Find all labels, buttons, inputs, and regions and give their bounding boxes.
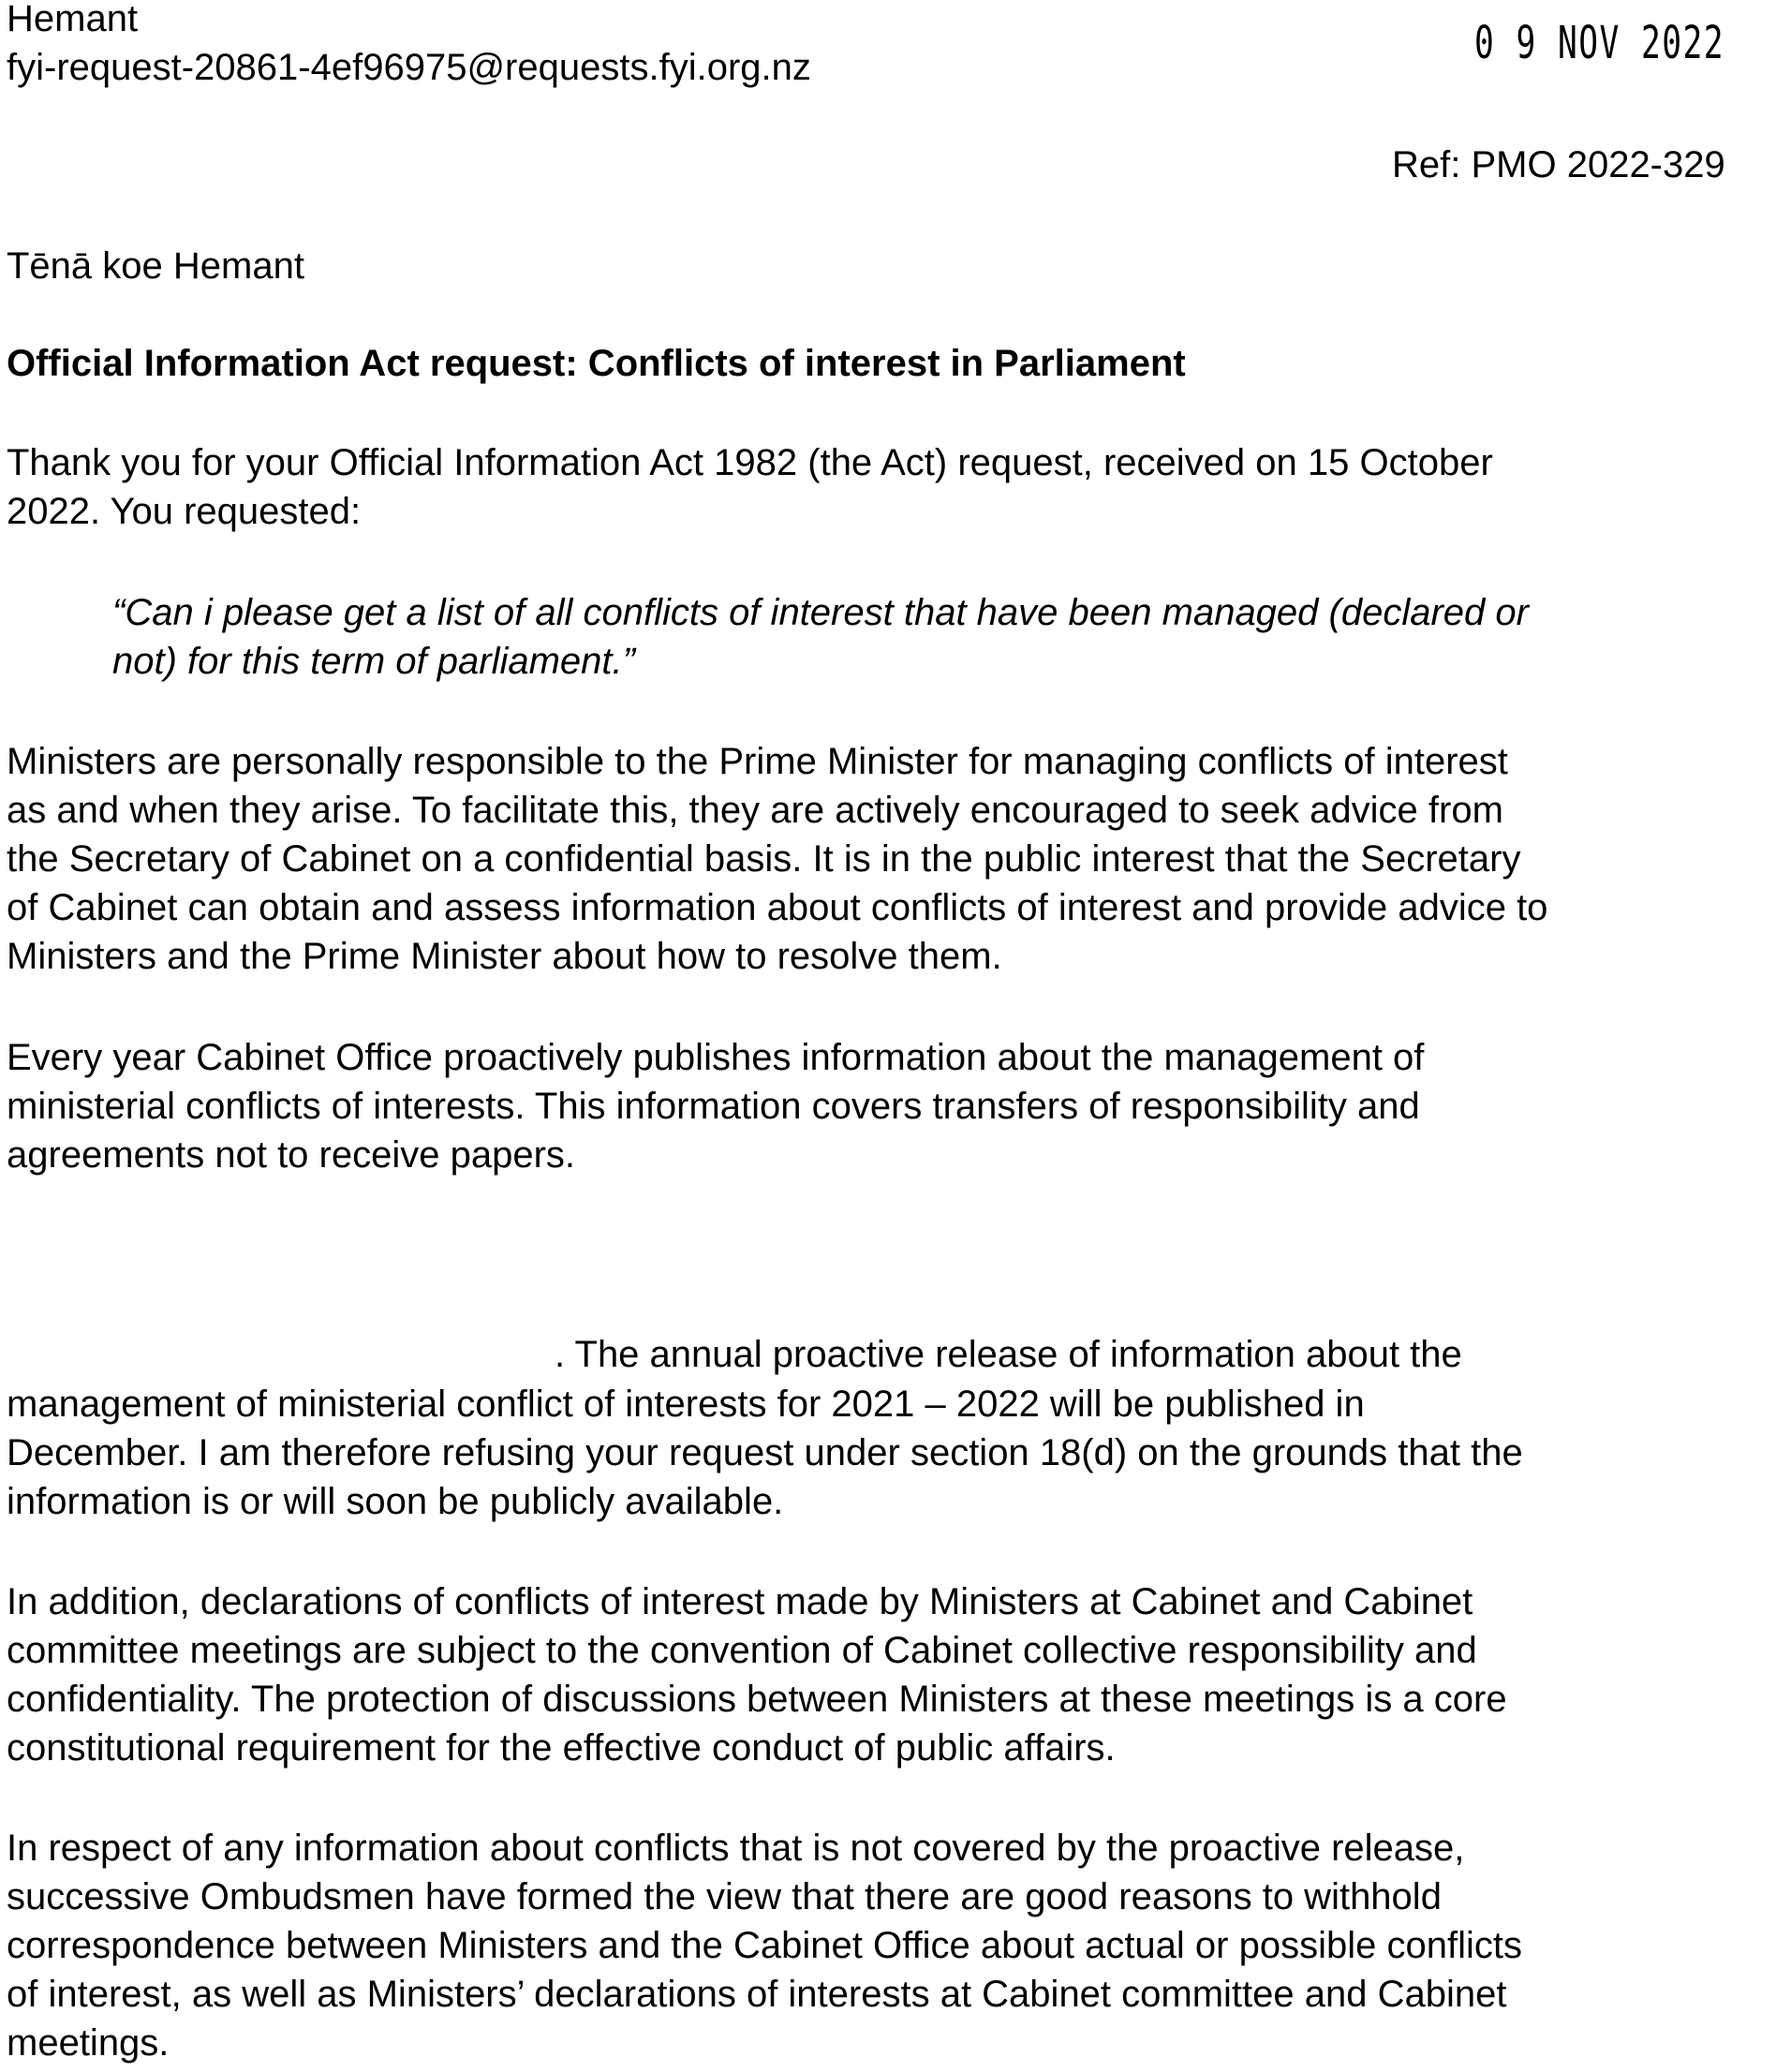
recipient-email: fyi-request-20861-4ef96975@requests.fyi.org.nz <box>7 47 811 88</box>
paragraph-line: management of ministerial conflict of interests for 2021 – 2022 will be published in <box>7 1384 1365 1425</box>
paragraph-line: ministerial conflicts of interests. This information covers transfers of responsibility and <box>7 1086 1420 1127</box>
recipient-name: Hemant <box>7 0 139 39</box>
paragraph-line: In addition, declarations of conflicts of interest made by Ministers at Cabinet and Cabinet <box>7 1581 1473 1622</box>
intro-line: Thank you for your Official Information Act 1982 (the Act) request, received on 15 October <box>7 442 1493 483</box>
paragraph-line: Every year Cabinet Office proactively publishes information about the management of <box>7 1037 1425 1078</box>
paragraph-line: correspondence between Ministers and the Cabinet Office about actual or possible conflicts <box>7 1925 1522 1966</box>
paragraph-line: of interest, as well as Ministers’ declarations of interests at Cabinet committee and Cabinet <box>7 1974 1507 2015</box>
paragraph-line: as and when they arise. To facilitate this, they are actively encouraged to seek advice from <box>7 790 1503 831</box>
responsibility-paragraph <box>7 737 1768 981</box>
quote-line: not) for this term of parliament.” <box>112 641 635 682</box>
paragraph-line: the Secretary of Cabinet on a confidential basis. It is in the public interest that the Secretary <box>7 838 1521 880</box>
intro-line: 2022. You requested: <box>7 491 362 532</box>
paragraph-line: information is or will soon be publicly available. <box>7 1481 784 1522</box>
greeting: Tēnā koe Hemant <box>7 245 304 287</box>
quoted-request <box>112 588 1742 686</box>
paragraph-line: Ministers are personally responsible to the Prime Minister for managing conflicts of interest <box>7 741 1508 782</box>
date-stamp: 0 9 NOV 2022 <box>1474 17 1724 69</box>
publication-paragraph <box>7 1033 1768 1179</box>
intro-paragraph <box>7 438 1768 536</box>
refusal-paragraph <box>7 1380 1768 1526</box>
ombudsmen-paragraph <box>7 1824 1768 2067</box>
paragraph-line: committee meetings are subject to the convention of Cabinet collective responsibility and <box>7 1630 1477 1671</box>
paragraph-line: of Cabinet can obtain and assess information about conflicts of interest and provide advice to <box>7 887 1548 928</box>
paragraph-line: December. I am therefore refusing your request under section 18(d) on the grounds that the <box>7 1432 1523 1473</box>
confidentiality-paragraph <box>7 1577 1768 1772</box>
paragraph-line: constitutional requirement for the effective conduct of public affairs. <box>7 1727 1116 1769</box>
subject-heading: Official Information Act request: Conflicts of interest in Parliament <box>7 343 1186 384</box>
quote-line: “Can i please get a list of all conflicts of interest that have been managed (declared or <box>112 592 1529 633</box>
paragraph-line: agreements not to receive papers. <box>7 1134 576 1176</box>
paragraph-line: In respect of any information about conflicts that is not covered by the proactive release, <box>7 1828 1465 1869</box>
reference-number: Ref: PMO 2022-329 <box>1392 144 1725 185</box>
paragraph-line: successive Ombudsmen have formed the view that there are good reasons to withhold <box>7 1876 1442 1917</box>
refusal-first-line: . The annual proactive release of information about the <box>555 1334 1462 1375</box>
paragraph-line: meetings. <box>7 2022 170 2064</box>
paragraph-line: confidentiality. The protection of discussions between Ministers at these meetings is a core <box>7 1679 1507 1720</box>
paragraph-line: Ministers and the Prime Minister about how to resolve them. <box>7 936 1002 977</box>
